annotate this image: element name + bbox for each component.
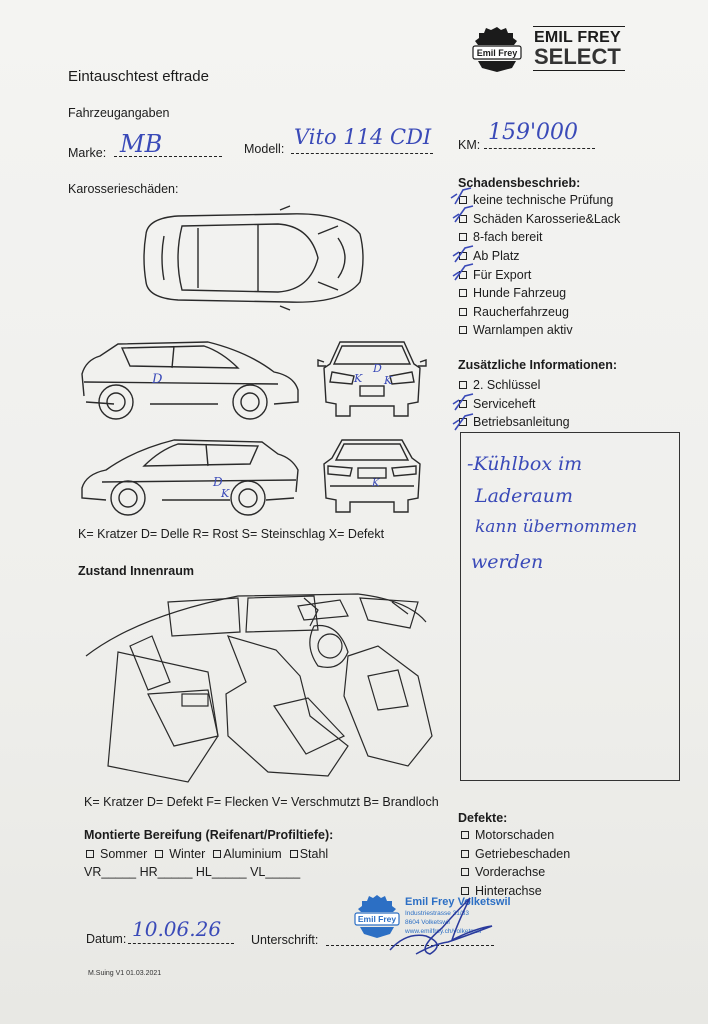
damage-mark-kratzer-front-1: K <box>354 372 363 385</box>
version-note: M.Suing V1 01.03.2021 <box>88 970 162 977</box>
damage-item-fuer-export[interactable] <box>459 265 620 284</box>
notes-line-1: -Kühlbox im <box>467 453 583 475</box>
handwritten-checkmarks-icon <box>449 188 479 288</box>
damage-item-8-fach-bereit[interactable] <box>459 228 620 247</box>
handwritten-info-checkmarks-icon <box>449 392 479 432</box>
defect-item-hinterachse[interactable] <box>461 882 570 901</box>
stamp-line-3: 8604 Volketswil <box>405 919 450 926</box>
checkbox-icon <box>290 850 298 858</box>
checkbox-label: Ab Platz <box>473 249 520 264</box>
stamp-line-2: Industriestrasse 31/33 <box>405 910 469 917</box>
damage-mark-kratzer-front-2: K <box>384 374 393 387</box>
tire-option-label: Winter <box>169 847 206 862</box>
modell-label: Modell: <box>244 142 285 156</box>
tire-option-label: Stahl <box>299 847 329 862</box>
interior-legend: K= Kratzer D= Defekt F= Flecken V= Verschmutzt B= Brandloch <box>84 795 439 809</box>
form-title: Eintauschtest eftrade <box>68 68 209 85</box>
damage-mark-delle-front: D <box>373 362 382 375</box>
additional-info-heading: Zusätzliche Informationen: <box>458 358 618 372</box>
notes-box[interactable] <box>460 432 680 781</box>
marke-value: MB <box>120 130 163 158</box>
checkbox-icon <box>461 831 469 839</box>
modell-field[interactable] <box>291 125 433 154</box>
signature-label: Unterschrift: <box>251 933 319 947</box>
damage-item-keine-technische-pruefung[interactable] <box>459 191 620 210</box>
marke-field[interactable] <box>114 130 222 158</box>
defect-item-getriebeschaden[interactable] <box>461 845 570 864</box>
notes-line-2: Laderaum <box>475 485 574 507</box>
checkbox-label: Warnlampen aktiv <box>473 323 573 338</box>
tire-options <box>86 845 328 864</box>
tire-option-winter[interactable] <box>155 845 205 864</box>
handwritten-signature-icon <box>386 892 496 958</box>
checkbox-icon <box>461 868 469 876</box>
tire-option-sommer[interactable] <box>86 845 147 864</box>
km-field[interactable] <box>484 120 595 149</box>
damage-mark-delle-right: D <box>213 475 223 489</box>
stamp-logo-text: Emil Frey <box>357 914 397 924</box>
checkbox-label: 2. Schlüssel <box>473 378 541 393</box>
car-top-view-diagram <box>138 204 368 312</box>
notes-line-3: kann übernommen <box>475 517 638 537</box>
brand-name-line1: EMIL FREY <box>534 29 621 46</box>
damage-mark-kratzer-right: K <box>221 487 230 500</box>
checkbox-label: Für Export <box>473 267 532 282</box>
checkbox-label: Schäden Karosserie&Lack <box>473 211 621 226</box>
checkbox-icon <box>459 308 467 316</box>
notes-line-4: werden <box>471 551 544 573</box>
tire-option-label: Sommer <box>100 847 148 862</box>
logo-text: Emil Frey <box>476 48 518 58</box>
checkbox-label: Hunde Fahrzeug <box>473 286 567 301</box>
car-side-view-left-diagram <box>78 338 302 424</box>
checkbox-label: Betriebsanleitung <box>473 415 570 430</box>
damage-item-schaeden-karosserie[interactable] <box>459 210 620 229</box>
car-rear-view-diagram <box>318 434 426 518</box>
defect-item-vorderachse[interactable] <box>461 863 570 882</box>
defects-heading: Defekte: <box>458 811 508 825</box>
datum-label: Datum: <box>86 932 127 946</box>
damage-item-ab-platz[interactable] <box>459 247 620 266</box>
checkbox-icon <box>86 850 94 858</box>
checkbox-label: Raucherfahrzeug <box>473 304 569 319</box>
checkbox-icon <box>459 381 467 389</box>
tire-option-aluminium[interactable] <box>213 845 281 864</box>
damage-mark-kratzer-rear: K <box>372 478 380 489</box>
brand-bottom-rule <box>533 70 625 71</box>
checkbox-icon <box>461 850 469 858</box>
body-damage-legend: K= Kratzer D= Delle R= Rost S= Steinschlag X= Defekt <box>78 527 385 541</box>
checkbox-label: Serviceheft <box>473 396 536 411</box>
brand-name-line2: SELECT <box>534 44 621 69</box>
tire-option-stahl[interactable] <box>290 845 329 864</box>
damage-description-list <box>459 191 620 340</box>
checkbox-label: Hinterachse <box>475 884 542 899</box>
checkbox-icon <box>459 289 467 297</box>
datum-field[interactable] <box>128 917 234 944</box>
checkbox-label: keine technische Prüfung <box>473 193 614 208</box>
damage-item-hunde-fahrzeug[interactable] <box>459 284 620 303</box>
modell-value: Vito 114 CDI <box>294 125 432 149</box>
defects-list <box>461 826 570 900</box>
car-front-view-diagram <box>318 336 426 422</box>
tires-section-heading: Montierte Bereifung (Reifenart/Profiltiefe): <box>84 828 334 842</box>
checkbox-label: Vorderachse <box>475 865 546 880</box>
checkbox-icon <box>461 887 469 895</box>
body-damage-heading: Karosserieschäden: <box>68 182 179 196</box>
checkbox-icon <box>459 326 467 334</box>
damage-description-heading: Schadensbeschrieb: <box>458 176 581 190</box>
marke-label: Marke: <box>68 146 107 160</box>
damage-item-warnlampen-aktiv[interactable] <box>459 321 620 340</box>
tire-positions[interactable]: VR_____ HR_____ HL_____ VL_____ <box>84 865 301 879</box>
car-side-view-right-diagram <box>78 436 302 520</box>
checkbox-icon <box>155 850 163 858</box>
damage-item-raucherfahrzeug[interactable] <box>459 303 620 322</box>
checkbox-label: 8-fach bereit <box>473 230 543 245</box>
checkbox-label: Getriebeschaden <box>475 846 571 861</box>
brand-top-rule <box>533 26 625 27</box>
defect-item-motorschaden[interactable] <box>461 826 570 845</box>
stamp-line-4: www.emilfrey.ch/volketswil <box>405 928 482 935</box>
checkbox-label: Motorschaden <box>475 828 555 843</box>
interior-section-heading: Zustand Innenraum <box>78 564 194 578</box>
tire-option-label: Aluminium <box>223 847 282 862</box>
damage-mark-delle-left: D <box>152 372 163 387</box>
checkbox-icon <box>213 850 221 858</box>
datum-value: 10.06.26 <box>132 917 222 941</box>
vehicle-section-heading: Fahrzeugangaben <box>68 106 170 120</box>
car-interior-diagram <box>78 586 438 786</box>
stamp-line-1: Emil Frey Volketswil <box>405 896 511 908</box>
km-value: 159'000 <box>488 120 579 145</box>
km-label: KM: <box>458 138 481 152</box>
